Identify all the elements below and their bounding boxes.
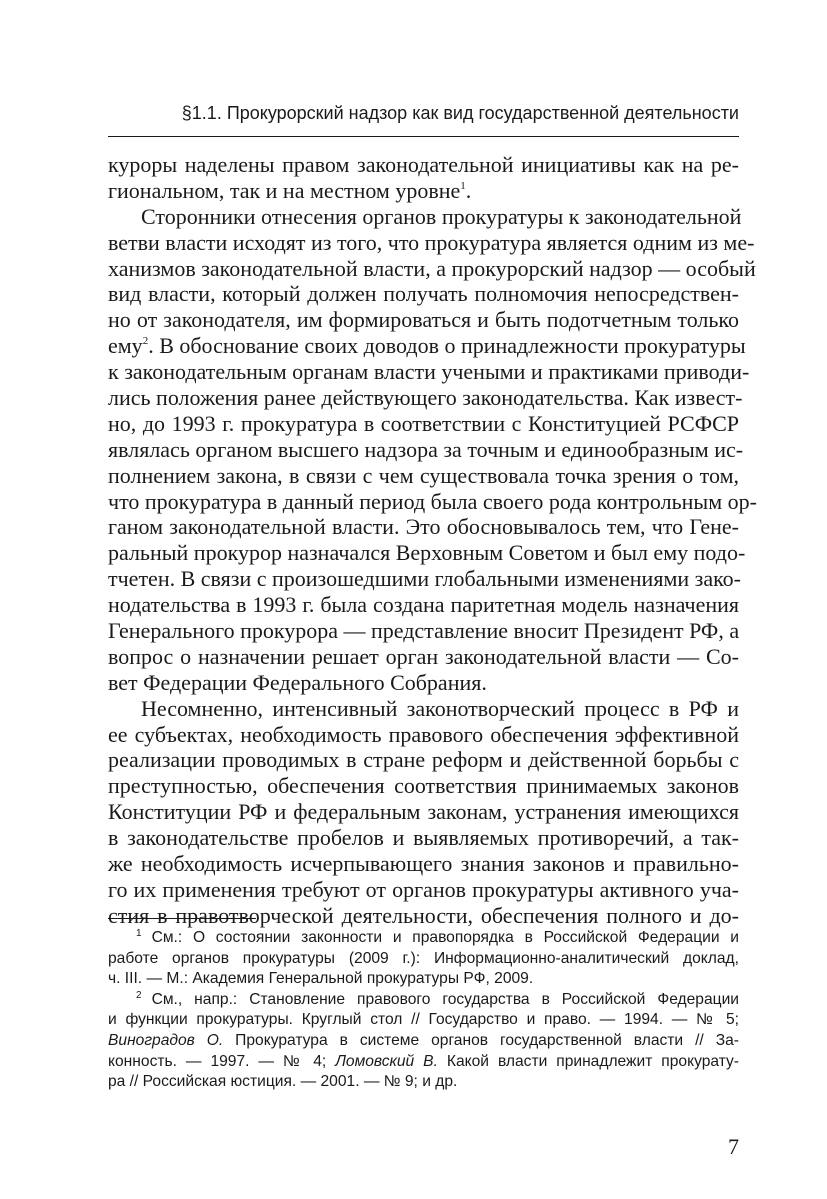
text-line: преступностью, обеспечения соответствия принимаемых законов [108,773,739,799]
footnote-1-line: ч. III. — М.: Академия Генеральной прокуратуры РФ, 2009. [108,970,534,988]
cited-author: Ломовский В. [335,1052,438,1070]
text-line: вид власти, который должен получать полномочия непосредствен- [108,281,739,307]
footnote-ref[interactable]: 1 [460,179,466,192]
text-line: ему$^2$. В обоснование своих доводов о принадлежности прокуратуры [108,333,746,359]
footnote-2-line: $^2$ См., напр.: Становление правового государства в Российской Федерации [136,989,739,1008]
text-line: Генерального прокурора — представление вносит Президент РФ, а [108,618,740,644]
text-line: ганом законодательной власти. Это обосновывалось тем, что Гене- [108,514,739,540]
cited-author: Виноградов О. [108,1031,224,1049]
footnote-2-line: и функции прокуратуры. Круглый стол // Государство и право. — 1994. — № 5; [108,1011,739,1029]
text-line: гиональном, так и на местном уровне$^1$. [108,177,472,203]
text-line: тчетен. В связи с произошедшими глобальными изменениями зако- [108,566,741,592]
text-line: го их применения требуют от органов прокуратуры активного уча- [108,876,739,902]
footnote-ref[interactable]: 2 [142,335,149,348]
footnote-separator [108,918,256,919]
text-line: лись положения ранее действующего законодательства. Как извест- [108,385,743,411]
page-number: 7 [728,1134,739,1159]
text-line: же необходимость исчерпывающего знания законов и правильно- [108,851,739,877]
text-line: являлась органом высшего надзора за точным и единообразным ис- [108,436,744,462]
text-line: ральный прокурор назначался Верховным Советом и был ему подо- [108,540,746,566]
text-line: полнением закона, в связи с чем существовала точка зрения о том, [108,462,739,488]
text-line: Конституции РФ и федеральным законам, устранения имеющихся [108,799,739,825]
text-line: но от законодателя, им формироваться и быть подотчетным только [108,307,739,333]
text-line: к законодательным органам власти учеными и практиками приводи- [108,359,750,385]
text-line: реализации проводимых в стране реформ и действенной борьбы с [108,747,739,773]
text-line: Сторонники отнесения органов прокуратуры к законодательной [141,203,742,229]
text-line: ее субъектах, необходимость правового обеспечения эффективной [108,721,739,747]
text-line: Несомненно, интенсивный законотворческий процесс в РФ и [141,695,739,721]
text-line: вет Федерации Федерального Собрания. [108,669,487,695]
main-text [108,152,757,929]
text-line: ветви власти исходят из того, что прокуратура является одним из ме- [108,229,755,255]
header-rule [108,136,739,137]
footnote-mark: 2 [136,989,142,1001]
footnotes [108,928,739,1093]
text-line: ханизмов законодательной власти, а прокурорский надзор — особый [108,255,756,281]
text-line: но, до 1993 г. прокуратура в соответствии с Конституцией РСФСР [108,410,739,436]
running-head: §1.1. Прокурорский надзор как вид государственной деятельности [181,103,739,123]
footnote-1-line: $^1$ См.: О состоянии законности и правопорядка в Российской Федерации и [136,928,739,946]
footnote-1-line: работе органов прокуратуры (2009 г.): Информационно-аналитический доклад, [108,949,739,967]
text-line: стия в правотворческой деятельности, обеспечения полного и до- [108,902,739,928]
text-line: что прокуратура в данный период была своего рода контрольным ор- [108,488,757,514]
text-line: куроры наделены правом законодательной инициативы как на ре- [108,152,739,177]
footnote-mark: 1 [136,928,142,939]
text-line: вопрос о назначении решает орган законодательной власти — Со- [108,643,739,669]
footnote-2-line: ра // Российская юстиция. — 2001. — № 9; и др. [108,1073,458,1091]
text-line: в законодательстве пробелов и выявляемых противоречий, а так- [108,825,739,851]
footnote-2-line: конность. — 1997. — № 4; Ломовский В. Какой власти принадлежит прокурату- [108,1052,740,1070]
text-line: нодательства в 1993 г. была создана паритетная модель назначения [108,592,739,618]
footnote-2-line: Виноградов О. Прокуратура в системе органов государственной власти // За- [108,1031,739,1049]
